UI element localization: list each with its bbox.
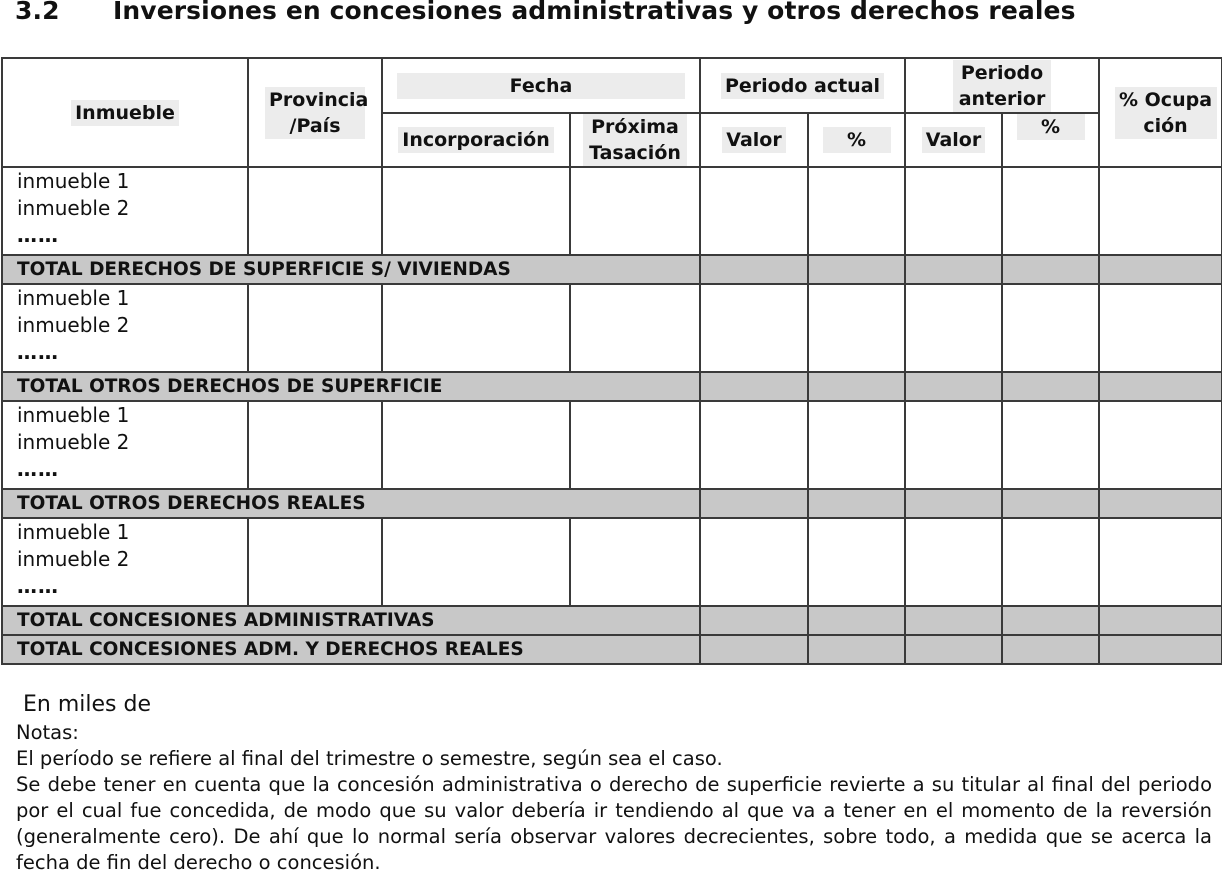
header-pct-actual: % bbox=[808, 113, 905, 167]
section-title: Inversiones en concesiones administrativas y otros derechos reales bbox=[113, 0, 1076, 25]
total-label: TOTAL CONCESIONES ADMINISTRATIVAS bbox=[2, 606, 700, 635]
note-1: El período se refiere al final del trimestre o semestre, según sea el caso. bbox=[16, 747, 723, 770]
units-label: En miles de bbox=[23, 692, 151, 717]
header-fecha: Fecha bbox=[382, 58, 700, 113]
total-row bbox=[2, 489, 1222, 518]
footer-notes bbox=[16, 690, 1212, 876]
header-ocupacion: % Ocupación bbox=[1099, 58, 1222, 167]
header-valor-actual: Valor bbox=[700, 113, 808, 167]
grand-total-row bbox=[2, 635, 1222, 664]
table-row bbox=[2, 284, 1222, 372]
header-proxima-tasacion: Próxima Tasación bbox=[570, 113, 700, 167]
table-row bbox=[2, 401, 1222, 489]
table-row bbox=[2, 167, 1222, 255]
note-2: Se debe tener en cuenta que la concesión administrativa o derecho de superficie revierte a su titular al final del periodo por el cual fue concedida, de modo que su valor debería ir tendiendo al que va a tener en el momento de la reversión (generalmente cero). De ahí que lo normal sería observar valores decrecientes, sobre todo, a medida que se acerca la fecha de fin del derecho o concesión. bbox=[16, 773, 1212, 874]
total-label: TOTAL DERECHOS DE SUPERFICIE S/ VIVIENDAS bbox=[2, 255, 700, 284]
header-valor-anterior: Valor bbox=[905, 113, 1002, 167]
investments-table bbox=[1, 57, 1222, 665]
inmueble-cell: inmueble 1 inmueble 2 …… bbox=[2, 167, 248, 255]
inmueble-cell: inmueble 1 inmueble 2 …… bbox=[2, 518, 248, 606]
total-row bbox=[2, 372, 1222, 401]
header-inmueble: Inmueble bbox=[2, 58, 248, 167]
header-periodo-anterior: Periodo anterior bbox=[905, 58, 1099, 113]
section-number: 3.2 bbox=[15, 0, 60, 25]
grand-total-label: TOTAL CONCESIONES ADM. Y DERECHOS REALES bbox=[2, 635, 700, 664]
header-pct-anterior: % bbox=[1002, 113, 1099, 167]
header-periodo-actual: Periodo actual bbox=[700, 58, 905, 113]
notes-label: Notas: bbox=[16, 721, 79, 744]
total-label: TOTAL OTROS DERECHOS REALES bbox=[2, 489, 700, 518]
inmueble-cell: inmueble 1 inmueble 2 …… bbox=[2, 401, 248, 489]
table-row bbox=[2, 518, 1222, 606]
total-row bbox=[2, 255, 1222, 284]
total-label: TOTAL OTROS DERECHOS DE SUPERFICIE bbox=[2, 372, 700, 401]
total-row bbox=[2, 606, 1222, 635]
section-heading bbox=[15, 0, 1076, 25]
header-incorporacion: Incorporación bbox=[382, 113, 570, 167]
inmueble-cell: inmueble 1 inmueble 2 …… bbox=[2, 284, 248, 372]
header-provincia: Provincia /País bbox=[248, 58, 382, 167]
